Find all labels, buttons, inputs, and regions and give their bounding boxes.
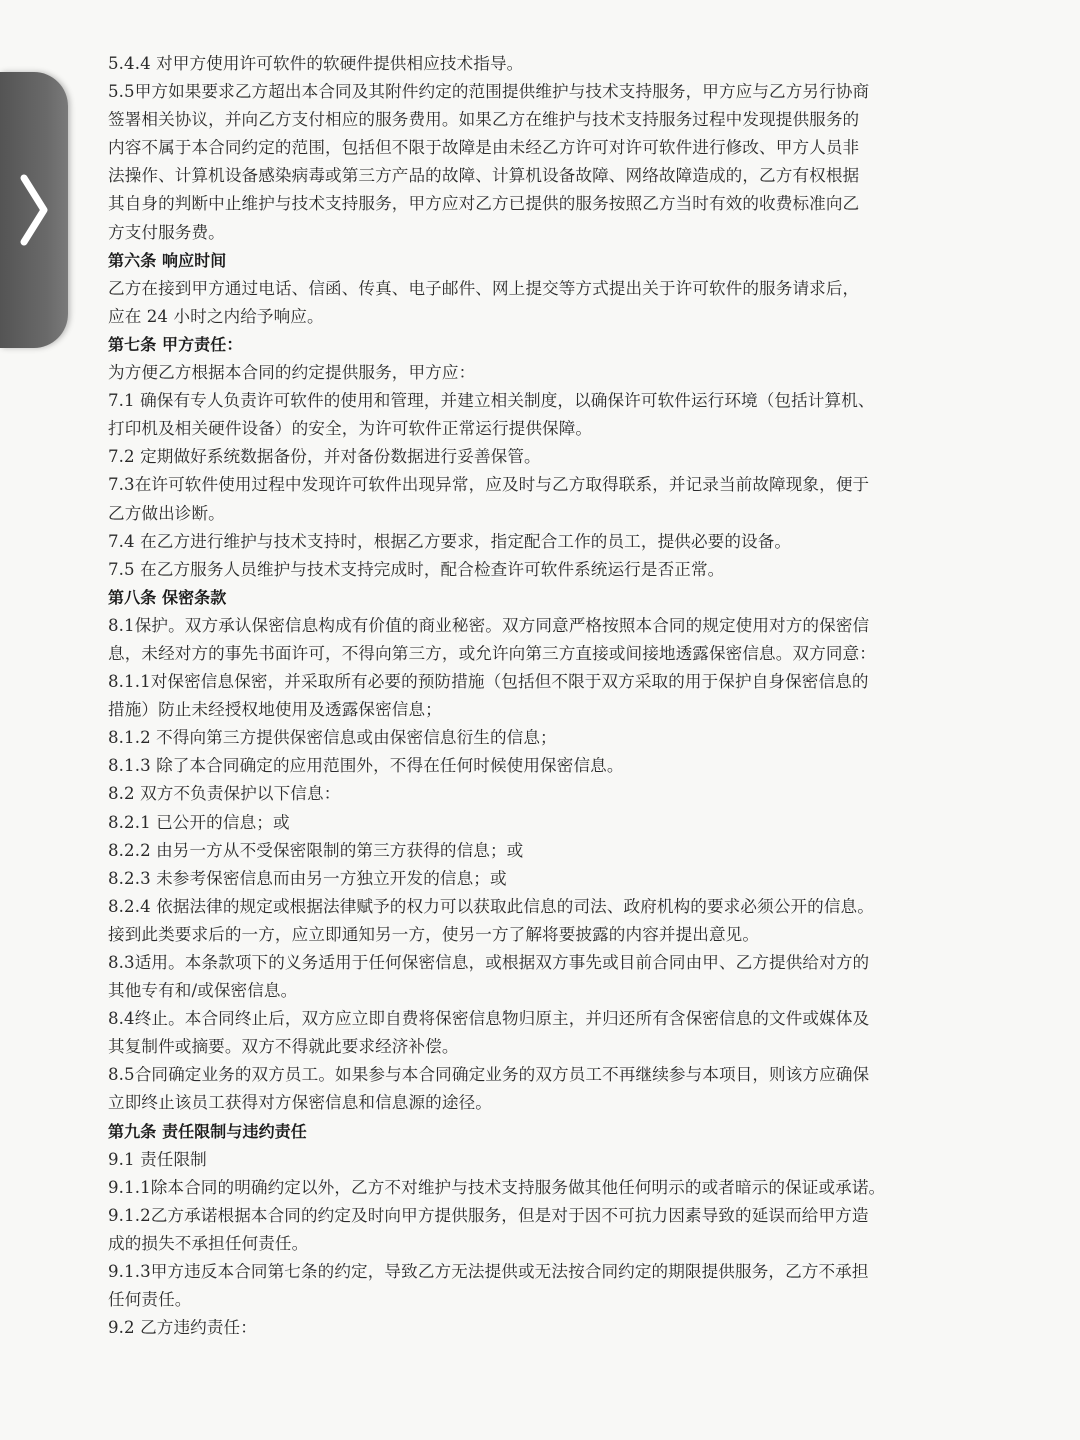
text-line: 9.2 乙方违约责任： bbox=[108, 1318, 257, 1338]
text-line: 其他专有和/或保密信息。 bbox=[108, 981, 298, 1001]
text-line: 法操作、计算机设备感染病毒或第三方产品的故障、计算机设备故障、网络故障造成的，乙方有权根据 bbox=[108, 166, 860, 186]
text-line: 8.1保护。双方承认保密信息构成有价值的商业秘密。双方同意严格按照本合同的规定使用对方的保密信 bbox=[108, 615, 870, 635]
text-line: 乙方在接到甲方通过电话、信函、传真、电子邮件、网上提交等方式提出关于许可软件的服务请求后， bbox=[108, 278, 860, 298]
text-line: 9.1.3甲方违反本合同第七条的约定，导致乙方无法提供或无法按合同约定的期限提供服务，乙方不承担 bbox=[108, 1262, 869, 1282]
text-line: 8.1.2 不得向第三方提供保密信息或由保密信息衍生的信息； bbox=[108, 728, 557, 748]
text-line: 7.5 在乙方服务人员维护与技术支持完成时，配合检查许可软件系统运行是否正常。 bbox=[108, 559, 725, 579]
text-line: 7.4 在乙方进行维护与技术支持时，根据乙方要求，指定配合工作的员工，提供必要的设备。 bbox=[108, 531, 792, 551]
next-page-tab[interactable] bbox=[0, 72, 68, 348]
text-line: 乙方做出诊断。 bbox=[108, 503, 225, 523]
text-line: 8.5合同确定业务的双方员工。如果参与本合同确定业务的双方员工不再继续参与本项目，则该方应确保 bbox=[108, 1065, 870, 1085]
text-line: 8.2.1 已公开的信息；或 bbox=[108, 812, 290, 832]
text-line: 签署相关协议，并向乙方支付相应的服务费用。如果乙方在维护与技术支持服务过程中发现提供服务的 bbox=[108, 110, 860, 130]
section-heading: 第八条 保密条款 bbox=[108, 587, 227, 607]
text-line: 8.4终止。本合同终止后，双方应立即自费将保密信息物归原主，并归还所有含保密信息的文件或媒体及 bbox=[108, 1009, 870, 1029]
chevron-right-icon bbox=[14, 172, 54, 248]
text-line: 8.2.3 未参考保密信息而由另一方独立开发的信息；或 bbox=[108, 868, 507, 888]
text-line: 8.2.4 依据法律的规定或根据法律赋予的权力可以获取此信息的司法、政府机构的要求必须公开的信息。 bbox=[108, 896, 874, 916]
section-heading: 第九条 责任限制与违约责任 bbox=[108, 1121, 307, 1141]
text-line: 8.3适用。本条款项下的义务适用于任何保密信息，或根据双方事先或目前合同由甲、乙方提供给对方的 bbox=[108, 953, 870, 972]
text-line: 9.1 责任限制 bbox=[108, 1149, 207, 1169]
text-line: 任何责任。 bbox=[108, 1290, 192, 1310]
text-line: 其复制件或摘要。双方不得就此要求经济补偿。 bbox=[108, 1037, 459, 1057]
text-line: 8.1.1对保密信息保密，并采取所有必要的预防措施（包括但不限于双方采取的用于保护自身保密信息的 bbox=[108, 672, 869, 692]
text-line: 5.4.4 对甲方使用许可软件的软硬件提供相应技术指导。 bbox=[108, 54, 524, 73]
text-line: 为方便乙方根据本合同的约定提供服务，甲方应： bbox=[108, 363, 476, 383]
text-line: 9.1.1除本合同的明确约定以外，乙方不对维护与技术支持服务做其他任何明示的或者暗示的保证或承诺。 bbox=[108, 1177, 886, 1197]
text-line: 7.3在许可软件使用过程中发现许可软件出现异常，应及时与乙方取得联系，并记录当前故障现象，便于 bbox=[108, 475, 870, 495]
text-line: 应在 24 小时之内给予响应。 bbox=[108, 306, 324, 326]
text-line: 内容不属于本合同约定的范围，包括但不限于故障是由未经乙方许可对许可软件进行修改、甲方人员非 bbox=[108, 138, 860, 158]
text-line: 成的损失不承担任何责任。 bbox=[108, 1233, 309, 1253]
text-line: 7.1 确保有专人负责许可软件的使用和管理，并建立相关制度，以确保许可软件运行环境（包括计算机、 bbox=[108, 391, 875, 411]
text-line: 措施）防止未经授权地使用及透露保密信息； bbox=[108, 700, 442, 720]
text-line: 接到此类要求后的一方，应立即通知另一方，使另一方了解将要披露的内容并提出意见。 bbox=[108, 924, 760, 944]
text-line: 立即终止该员工获得对方保密信息和信息源的途径。 bbox=[108, 1093, 492, 1113]
text-line: 8.2 双方不负责保护以下信息： bbox=[108, 784, 341, 804]
text-line: 其自身的判断中止维护与技术支持服务，甲方应对乙方已提供的服务按照乙方当时有效的收费标准向乙 bbox=[108, 194, 860, 214]
section-heading: 第七条 甲方责任： bbox=[108, 334, 243, 354]
text-line: 5.5甲方如果要求乙方超出本合同及其附件约定的范围提供维护与技术支持服务，甲方应与乙方另行协商 bbox=[108, 82, 870, 102]
text-line: 9.1.2乙方承诺根据本合同的约定及时向甲方提供服务，但是对于因不可抗力因素导致的延误而给甲方造 bbox=[108, 1205, 869, 1225]
text-line: 8.1.3 除了本合同确定的应用范围外，不得在任何时候使用保密信息。 bbox=[108, 756, 624, 776]
section-heading: 第六条 响应时间 bbox=[108, 250, 227, 270]
text-line: 息，未经对方的事先书面许可，不得向第三方，或允许向第三方直接或间接地透露保密信息。双方同意： bbox=[108, 643, 876, 663]
text-line: 方支付服务费。 bbox=[108, 222, 225, 242]
text-line: 7.2 定期做好系统数据备份，并对备份数据进行妥善保管。 bbox=[108, 447, 541, 467]
text-line: 打印机及相关硬件设备）的安全，为许可软件正常运行提供保障。 bbox=[108, 419, 593, 439]
text-line: 8.2.2 由另一方从不受保密限制的第三方获得的信息；或 bbox=[108, 840, 524, 860]
contract-document bbox=[108, 50, 978, 1342]
